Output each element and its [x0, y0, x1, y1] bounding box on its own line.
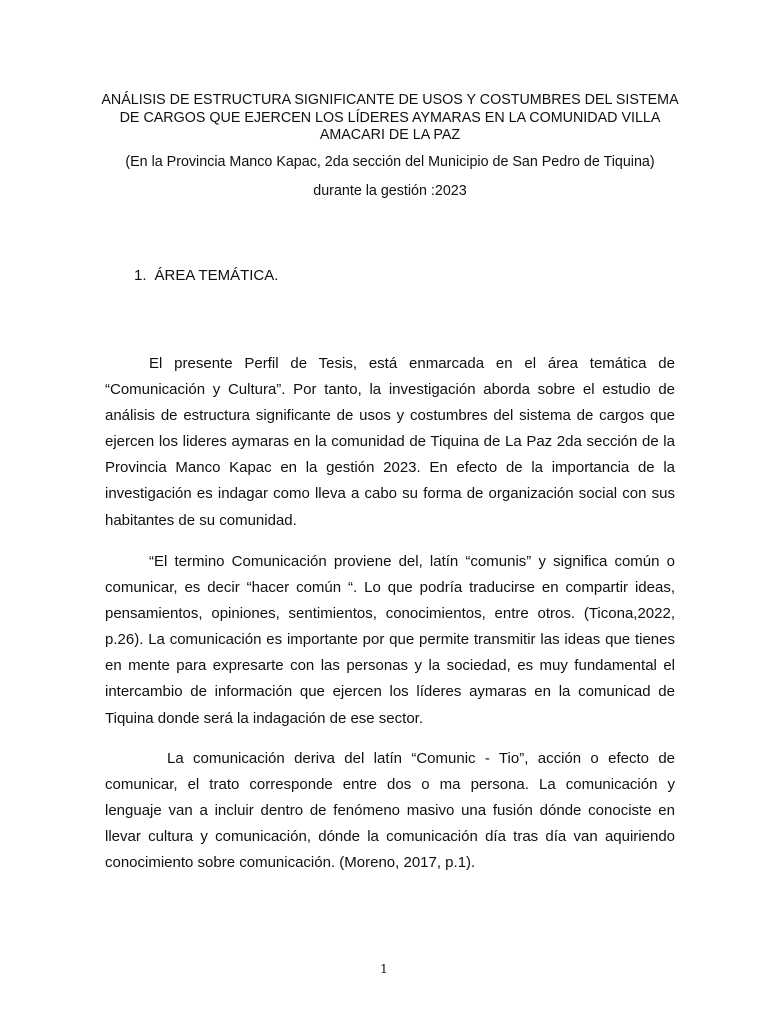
paragraph-line: El presente Perfil de Tesis, está enmarcada en el área temática de — [149, 355, 675, 372]
paragraph-line: p.26). La comunicación es importante por que permite transmitir las ideas que tienes — [105, 631, 675, 649]
paragraph-line: “Comunicación y Cultura”. Por tanto, la investigación aborda sobre el estudio de — [105, 381, 675, 399]
paragraph-line: lenguaje van a incluir dentro de fenómeno masivo una fusión dónde conociste en — [105, 802, 675, 820]
title-line: ANÁLISIS DE ESTRUCTURA SIGNIFICANTE DE USOS Y COSTUMBRES DEL SISTEMA — [101, 92, 679, 108]
paragraph-line: llevar cultura y comunicación, dónde la comunicación día tras día van aquiriendo — [105, 828, 675, 846]
paragraph-line: La comunicación deriva del latín “Comunic - Tio”, acción o efecto de — [167, 750, 675, 767]
paragraph-line: conocimiento sobre comunicación. (Moreno, 2017, p.1). — [105, 854, 476, 872]
paragraph-line: habitantes de su comunidad. — [105, 511, 297, 529]
paragraph-line: “El termino Comunicación proviene del, latín “comunis” y significa común o — [149, 553, 675, 570]
paragraph-line: en mente para expresarte con las personas y la sociedad, es muy fundamental el — [105, 657, 675, 675]
paragraph — [105, 351, 675, 534]
section-title: ÁREA TEMÁTICA. — [154, 267, 279, 284]
document-title — [100, 92, 680, 145]
title-line: DE CARGOS QUE EJERCEN LOS LÍDERES AYMARAS EN LA COMUNIDAD VILLA — [119, 109, 661, 126]
paragraph-line: comunicar, el trato corresponde entre dos o ma persona. La comunicación y — [105, 776, 675, 794]
page-number: 1 — [380, 962, 388, 976]
paragraph-line: intercambio de información que ejercen los líderes aymaras en la comunicad de — [105, 683, 675, 701]
paragraph-line: pensamientos, opiniones, sentimientos, conocimientos, entre otros. (Ticona,2022, — [105, 605, 675, 623]
paragraph-line: análisis de estructura significante de usos y costumbres del sistema de cargos que — [105, 407, 675, 425]
document-gestion: durante la gestión :2023 — [313, 183, 467, 199]
section-heading — [134, 266, 278, 286]
paragraph-line: ejercen los lideres aymaras en la comunidad de Tiquina de La Paz 2da sección de la — [105, 433, 675, 451]
section-number: 1. — [134, 267, 147, 284]
paragraph — [105, 746, 675, 876]
title-line: AMACARI DE LA PAZ — [319, 127, 461, 143]
paragraph-line: Tiquina donde será la indagación de ese sector. — [105, 709, 423, 727]
paragraph-line: investigación es indagar como lleva a cabo su forma de organización social con sus — [105, 485, 675, 503]
paragraph — [105, 549, 675, 732]
document-subtitle: (En la Provincia Manco Kapac, 2da sección del Municipio de San Pedro de Tiquina) — [125, 154, 655, 170]
paragraph-line: comunicar, es decir “hacer común “. Lo que podría traducirse en compartir ideas, — [105, 579, 675, 597]
paragraph-line: Provincia Manco Kapac en la gestión 2023. En efecto de la importancia de la — [105, 459, 675, 477]
